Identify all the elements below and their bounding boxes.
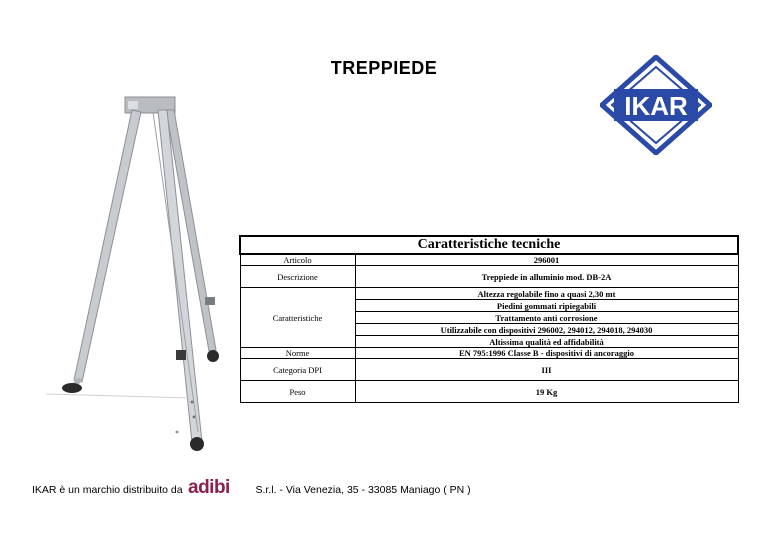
descrizione-value: Treppiede in alluminio mod. DB-2A [355,266,738,288]
adibi-logo [188,478,254,496]
footer-prefix: IKAR è un marchio distribuito da [32,484,183,496]
page-title: TREPPIEDE [330,58,438,78]
footer-suffix: S.r.l. - Via Venezia, 35 - 33085 Maniago ( PN ) [255,484,471,496]
caratteristiche-label: Caratteristiche [240,288,355,348]
spec-heading: Caratteristiche tecniche [240,236,738,254]
ikar-logo [600,55,712,155]
categoria-value: III [355,359,738,381]
adibi-logo-text: adibi [187,478,230,496]
norme-value: EN 795:1996 Classe B - dispositivi di ancoraggio [355,348,738,359]
caratteristica-item: Altezza regolabile fino a quasi 2,30 mt [355,288,738,300]
tripod-image [40,92,240,462]
logo-text: IKAR [624,91,688,121]
spec-table [239,235,739,403]
descrizione-label: Descrizione [240,266,355,288]
caratteristica-item: Utilizzabile con dispositivi 296002, 294012, 294018, 294030 [355,324,738,336]
peso-value: 19 Kg [355,381,738,403]
articolo-value: 296001 [355,254,738,266]
caratteristica-item: Trattamento anti corrosione [355,312,738,324]
caratteristica-item: Piedini gommati ripiegabili [355,300,738,312]
peso-label: Peso [240,381,355,403]
norme-label: Norme [240,348,355,359]
caratteristica-item: Altissima qualità ed affidabilità [355,336,738,348]
categoria-label: Categoria DPI [240,359,355,381]
articolo-label: Articolo [240,254,355,266]
footer [32,478,471,496]
